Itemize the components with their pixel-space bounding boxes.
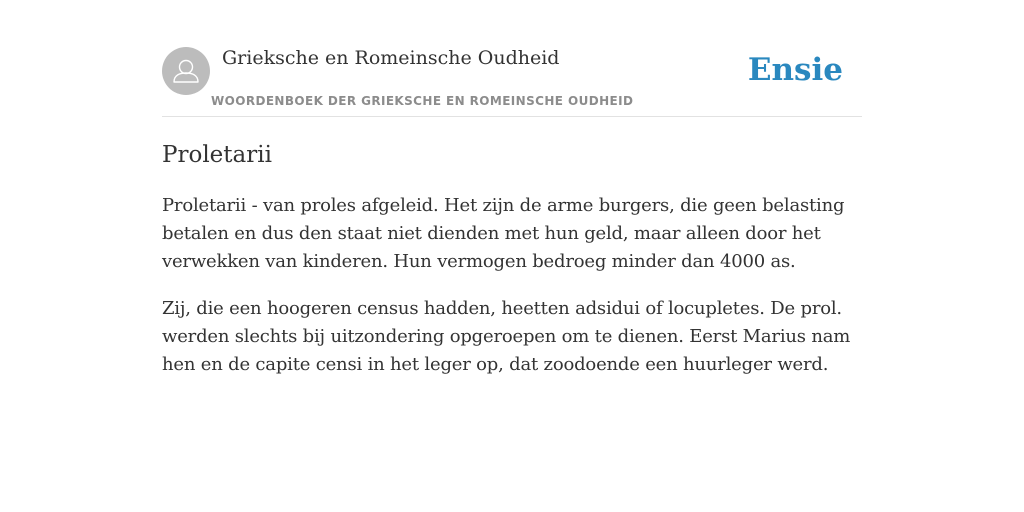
entry-paragraph: Proletarii - van proles afgeleid. Het zijn de arme burgers, die geen belasting betalen en dus den staat niet dienden met hun geld, maar alleen door het verwekken van kinderen. Hun vermogen bedroeg minder dan 4000 as.	[162, 195, 845, 272]
header	[162, 0, 862, 117]
ensie-logo-link[interactable]: Ensie	[747, 52, 843, 88]
entry-title: Proletarii	[162, 142, 272, 168]
user-placeholder-icon	[162, 47, 210, 95]
page-container	[162, 0, 862, 375]
source-title-link[interactable]: Grieksche en Romeinsche Oudheid	[222, 47, 560, 69]
source-subtitle: WOORDENBOEK DER GRIEKSCHE EN ROMEINSCHE OUDHEID	[211, 94, 634, 108]
avatar[interactable]	[162, 47, 210, 95]
entry-body	[162, 192, 862, 398]
entry-paragraph: Zij, die een hoogeren census hadden, heetten adsidui of locupletes. De prol. werden slechts bij uitzondering opgeroepen om te dienen. Eerst Marius nam hen en de capite censi in het leger op, dat zoodoende een huurleger werd.	[162, 298, 851, 375]
